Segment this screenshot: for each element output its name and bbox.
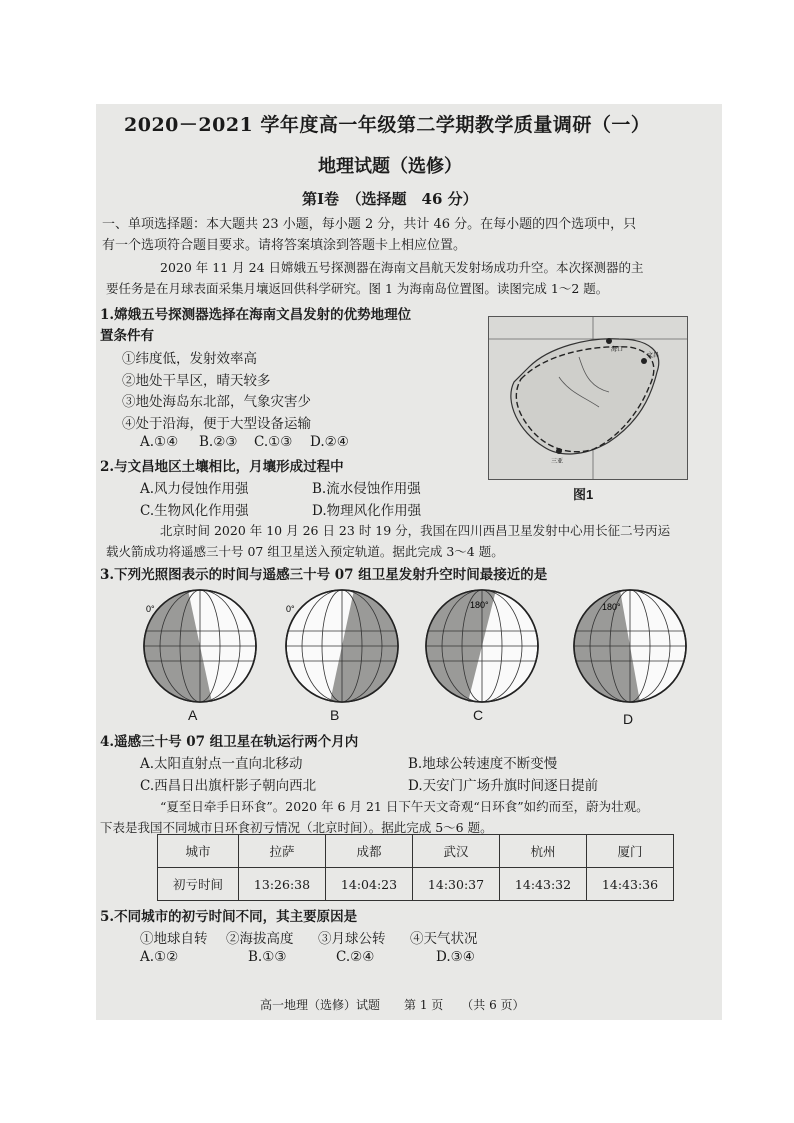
q5-choice-a: A.①② (140, 949, 179, 965)
q2-choice-b: B.流水侵蚀作用强 (312, 481, 421, 497)
question-4-stem: 4.遥感三十号 07 组卫星在轨运行两个月内 (100, 734, 359, 750)
q5-item-3: ③月球公转 (318, 931, 386, 947)
table-cell: 14:30:37 (413, 868, 500, 901)
globe-d-label: D (623, 711, 634, 727)
q5-choice-b: B.①③ (248, 949, 287, 965)
q5-choice-d: D.③④ (436, 949, 475, 965)
instructions-line-2: 有一个选项符合题目要求。请将答案填涂到答题卡上相应位置。 (102, 238, 467, 253)
q5-item-4: ④天气状况 (410, 931, 478, 947)
table-cell: 14:43:32 (500, 868, 587, 901)
q1-choice-a: A.①④ (140, 434, 179, 450)
figure-1-caption: 图1 (573, 487, 594, 502)
q2-choice-d: D.物理风化作用强 (312, 503, 422, 519)
passage-1-line-2: 要任务是在月球表面采集月壤返回供科学研究。图 1 为海南岛位置图。读图完成 1～2 题。 (106, 281, 609, 296)
globe-c (422, 586, 542, 706)
q5-item-1: ①地球自转 (140, 931, 208, 947)
table-city: 武汉 (413, 835, 500, 868)
haikou-label: 海口 (611, 347, 624, 353)
q4-choice-b: B.地球公转速度不断变慢 (408, 756, 558, 772)
instructions-line-1: 一、单项选择题：本大题共 23 小题，每小题 2 分，共计 46 分。在每小题的四个选项中，只 (102, 217, 637, 232)
q4-choice-c: C.西昌日出旗杆影子朝向西北 (140, 778, 317, 794)
q1-choice-c: C.①③ (254, 434, 293, 450)
q1-choice-d: D.②④ (310, 434, 349, 450)
globe-d (570, 586, 690, 706)
globe-b-label: B (330, 707, 340, 723)
q5-choice-c: C.②④ (336, 949, 375, 965)
passage-1-line-1: 2020 年 11 月 24 日嫦娥五号探测器在海南文昌航天发射场成功升空。本次探测器的主 (160, 260, 644, 275)
table-cell: 14:04:23 (326, 868, 413, 901)
section-heading: 第Ⅰ卷 （选择题 46 分） (302, 190, 478, 208)
page-footer: 高一地理（选修）试题 第 1 页 （共 6 页） (260, 998, 525, 1012)
eclipse-table (157, 834, 674, 901)
passage-2-line-2: 载火箭成功将遥感三十号 07 组卫星送入预定轨道。据此完成 3～4 题。 (106, 544, 504, 559)
table-cell: 14:43:36 (587, 868, 674, 901)
globe-c-degree: 180° (470, 600, 489, 610)
q2-choice-c: C.生物风化作用强 (140, 503, 249, 519)
table-header-label: 城市 (158, 835, 239, 868)
sanya-label: 三亚 (551, 459, 564, 465)
table-cell: 13:26:38 (239, 868, 326, 901)
hainan-map-drawing (489, 317, 687, 479)
globe-a-label: A (188, 707, 198, 723)
table-city: 厦门 (587, 835, 674, 868)
question-1-stem-cont: 置条件有 (100, 328, 154, 344)
q1-item-4: ④处于沿海，便于大型设备运输 (122, 416, 311, 432)
q1-item-3: ③地处海岛东北部，气象灾害少 (122, 394, 311, 410)
q4-choice-d: D.天安门广场升旗时间逐日提前 (408, 778, 599, 794)
table-city: 杭州 (500, 835, 587, 868)
q5-item-2: ②海拔高度 (226, 931, 294, 947)
hainan-map (488, 316, 688, 480)
passage-2-line-1: 北京时间 2020 年 10 月 26 日 23 时 19 分，我国在四川西昌卫星发射中心用长征二号丙运 (160, 523, 671, 538)
exam-title: 2020－2021 学年度高一年级第二学期教学质量调研（一） (124, 114, 651, 136)
passage-3-line-2: 下表是我国不同城市日环食初亏情况（北京时间）。据此完成 5～6 题。 (100, 820, 493, 835)
globe-b (282, 586, 402, 706)
q4-choice-a: A.太阳直射点一直向北移动 (140, 756, 303, 772)
globe-c-label: C (473, 707, 484, 723)
table-row (158, 868, 674, 901)
globe-d-degree: 180° (602, 602, 621, 612)
exam-subtitle: 地理试题（选修） (318, 156, 462, 177)
question-5-stem: 5.不同城市的初亏时间不同，其主要原因是 (100, 909, 358, 925)
question-1-stem: 1.嫦娥五号探测器选择在海南文昌发射的优势地理位 (100, 307, 412, 323)
question-3-stem: 3.下列光照图表示的时间与遥感三十号 07 组卫星发射升空时间最接近的是 (100, 567, 548, 583)
globe-a (140, 586, 260, 706)
q1-item-1: ①纬度低，发射效率高 (122, 351, 257, 367)
haikou-marker (606, 338, 612, 344)
table-city: 拉萨 (239, 835, 326, 868)
question-2-stem: 2.与文昌地区土壤相比，月壤形成过程中 (100, 459, 344, 475)
sanya-marker (556, 448, 562, 454)
globe-b-degree: 0° (286, 604, 295, 614)
globe-a-degree: 0° (146, 604, 155, 614)
passage-3-line-1: “夏至日牵手日环食”。2020 年 6 月 21 日下午天文奇观“日环食”如约而至，蔚为壮观。 (160, 799, 649, 814)
q1-choice-b: B.②③ (199, 434, 238, 450)
exam-page (96, 104, 722, 1020)
table-row-label: 初亏时间 (158, 868, 239, 901)
wenchang-label: 文昌 (647, 353, 660, 359)
q1-item-2: ②地处干旱区，晴天较多 (122, 373, 271, 389)
q2-choice-a: A.风力侵蚀作用强 (140, 481, 249, 497)
table-city: 成都 (326, 835, 413, 868)
table-header-row (158, 835, 674, 868)
